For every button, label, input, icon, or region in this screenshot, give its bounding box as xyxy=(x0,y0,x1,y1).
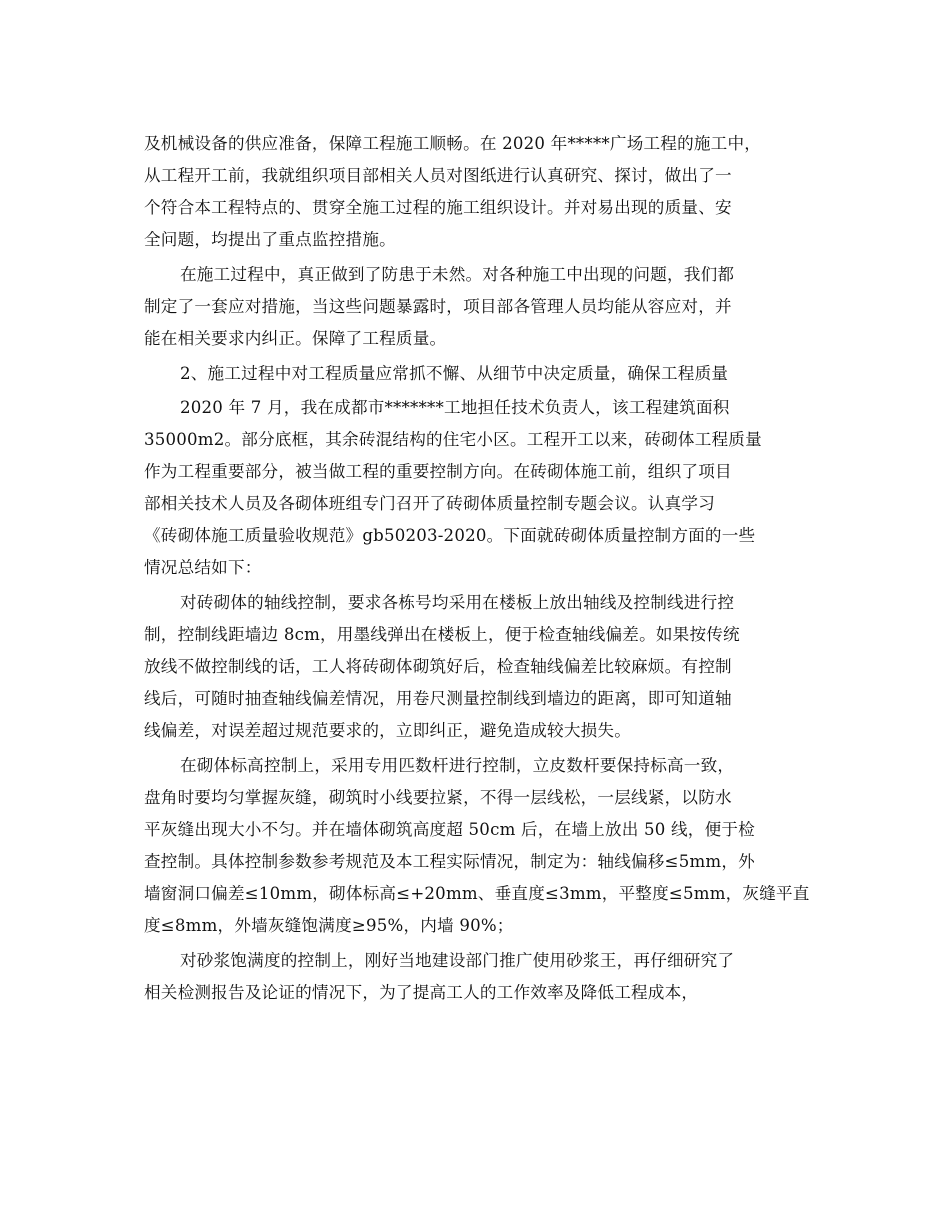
text-line: 相关检测报告及论证的情况下，为了提高工人的工作效率及降低工程成本， xyxy=(144,983,699,1002)
text-line: 《砖砌体施工质量验收规范》gb50203-2020。下面就砖砌体质量控制方面的一些 xyxy=(144,526,756,545)
text-line: 对砖砌体的轴线控制，要求各栋号均采用在楼板上放出轴线及控制线进行控 xyxy=(180,593,735,612)
text-line: 度≤8mm，外墙灰缝饱满度≥95%，内墙 90%； xyxy=(144,916,514,935)
text-line: 2、施工过程中对工程质量应常抓不懈、从细节中决定质量，确保工程质量 xyxy=(180,364,729,383)
text-line: 在砌体标高控制上，采用专用匹数杆进行控制，立皮数杆要保持标高一致， xyxy=(180,756,735,775)
text-line: 2020 年 7 月，我在成都市*******工地担任技术负责人，该工程建筑面积 xyxy=(180,398,730,417)
text-line: 情况总结如下： xyxy=(144,558,262,577)
text-line: 线偏差，对误差超过规范要求的，立即纠正，避免造成较大损失。 xyxy=(144,721,632,740)
text-line: 盘角时要均匀掌握灰缝，砌筑时小线要拉紧，不得一层线松，一层线紧，以防水 xyxy=(144,788,732,807)
text-line: 制，控制线距墙边 8cm，用墨线弹出在楼板上，便于检查轴线偏差。如果按传统 xyxy=(144,625,740,644)
text-line: 墙窗洞口偏差≤10mm，砌体标高≤+20mm、垂直度≤3mm，平整度≤5mm，灰缝平直 xyxy=(144,884,810,903)
text-line: 对砂浆饱满度的控制上，刚好当地建设部门推广使用砂浆王，再仔细研究了 xyxy=(180,951,735,970)
text-line: 在施工过程中，真正做到了防患于未然。对各种施工中出现的问题，我们都 xyxy=(180,265,735,284)
text-line: 查控制。具体控制参数参考规范及本工程实际情况，制定为：轴线偏移≤5mm，外 xyxy=(144,852,755,871)
text-line: 能在相关要求内纠正。保障了工程质量。 xyxy=(144,329,447,348)
text-line: 制定了一套应对措施，当这些问题暴露时，项目部各管理人员均能从容应对，并 xyxy=(144,297,732,316)
text-line: 个符合本工程特点的、贯穿全施工过程的施工组织设计。并对易出现的质量、安 xyxy=(144,198,732,217)
text-line: 35000m2。部分底框，其余砖混结构的住宅小区。工程开工以来，砖砌体工程质量 xyxy=(144,430,762,449)
text-line: 放线不做控制线的话，工人将砖砌体砌筑好后，检查轴线偏差比较麻烦。有控制 xyxy=(144,657,732,676)
text-line: 线后，可随时抽查轴线偏差情况，用卷尺测量控制线到墙边的距离，即可知道轴 xyxy=(144,689,732,708)
text-line: 及机械设备的供应准备，保障工程施工顺畅。在 2020 年*****广场工程的施工中， xyxy=(144,134,762,153)
text-line: 作为工程重要部分，被当做工程的重要控制方向。在砖砌体施工前，组织了项目 xyxy=(144,462,732,481)
text-line: 从工程开工前，我就组织项目部相关人员对图纸进行认真研究、探讨，做出了一 xyxy=(144,166,732,185)
text-line: 全问题，均提出了重点监控措施。 xyxy=(144,230,396,249)
text-line: 平灰缝出现大小不匀。并在墙体砌筑高度超 50cm 后，在墙上放出 50 线，便于检 xyxy=(144,820,755,839)
text-line: 部相关技术人员及各砌体班组专门召开了砖砌体质量控制专题会议。认真学习 xyxy=(144,494,715,513)
